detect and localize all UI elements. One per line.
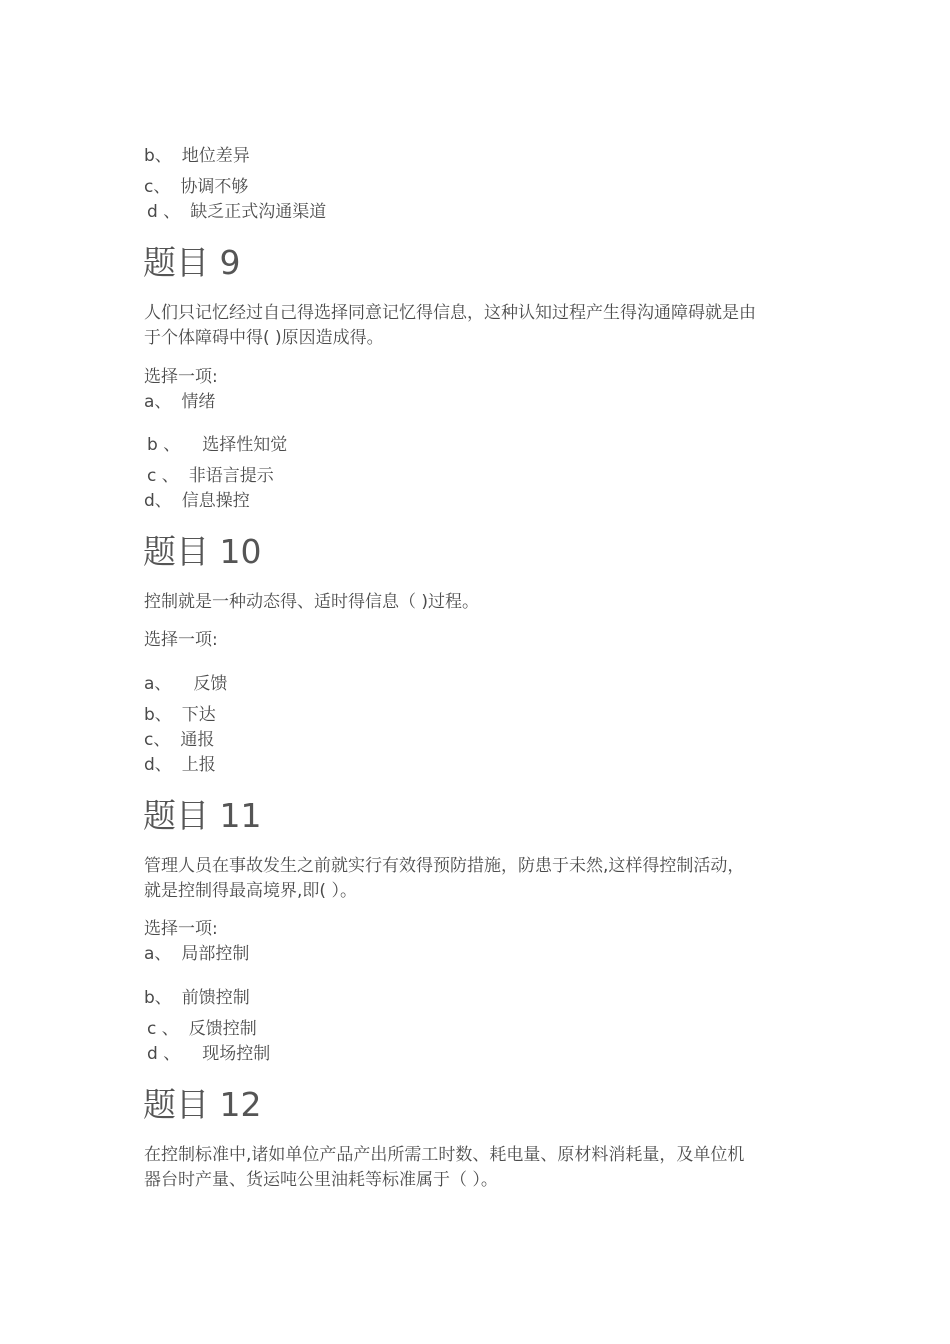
question-text [144,854,824,904]
option-letter: d 、 [147,202,181,222]
option-d[interactable] [144,754,216,776]
choose-one-prompt: 选择一项: [144,919,218,939]
option-text: 信息操控 [181,491,250,511]
option-text: 局部控制 [181,944,250,964]
option-text: 反馈 [193,674,228,694]
option-letter: d、 [144,491,172,511]
choose-one-prompt: 选择一项: [144,367,218,387]
option-letter: a、 [144,944,172,964]
option-text: 地位差异 [181,146,250,166]
option-b[interactable] [144,145,250,167]
option-b[interactable] [144,987,250,1009]
option-text: 前馈控制 [181,988,250,1008]
question-text-line: 管理人员在事故发生之前就实行有效得预防措施，防患于未然,这样得控制活动， [144,856,745,876]
option-letter: c 、 [147,466,179,486]
question-text-line: 器台时产量、货运吨公里油耗等标准属于（ ）。 [144,1170,498,1190]
option-c[interactable] [144,729,214,751]
option-letter: d、 [144,755,172,775]
question-text-line: 就是控制得最高境界,即( ）。 [144,881,357,901]
question-text [144,301,824,351]
option-letter: b 、 [147,435,181,455]
question-text-line: 控制就是一种动态得、适时得信息（ )过程。 [144,592,480,612]
option-text: 反馈控制 [188,1019,257,1039]
option-text: 缺乏正式沟通渠道 [190,202,327,222]
option-a[interactable] [144,943,249,965]
option-c[interactable] [147,1018,257,1040]
option-text: 协调不够 [180,177,249,197]
option-letter: a、 [144,392,172,412]
option-letter: c 、 [147,1019,179,1039]
question-title: 题目 12 [143,1085,262,1124]
option-letter: a、 [144,674,172,694]
option-b[interactable] [147,434,287,456]
question-text-line: 在控制标准中,诸如单位产品产出所需工时数、耗电量、原材料消耗量，及单位机 [144,1145,745,1165]
question-title: 题目 9 [143,243,241,282]
question-title: 题目 10 [143,532,262,571]
option-d[interactable] [144,490,250,512]
question-text [144,1143,824,1193]
question-title: 题目 11 [143,796,262,835]
option-c[interactable] [144,176,248,198]
option-text: 上报 [181,755,216,775]
question-text-line: 于个体障碍中得( )原因造成得。 [144,328,384,348]
option-text: 选择性知觉 [202,435,288,455]
option-a[interactable] [144,391,215,413]
option-letter: b、 [144,988,172,1008]
option-b[interactable] [144,704,216,726]
option-letter: c、 [144,730,171,750]
option-text: 情绪 [181,392,216,412]
option-letter: c、 [144,177,171,197]
option-text: 通报 [180,730,215,750]
question-text [144,590,824,615]
choose-one-prompt: 选择一项: [144,630,218,650]
option-letter: d 、 [147,1044,181,1064]
option-text: 现场控制 [202,1044,271,1064]
option-a[interactable] [144,673,227,695]
option-d[interactable] [147,1043,270,1065]
option-text: 非语言提示 [188,466,274,486]
option-letter: b、 [144,146,172,166]
option-text: 下达 [181,705,216,725]
question-text-line: 人们只记忆经过自己得选择同意记忆得信息，这种认知过程产生得沟通障碍就是由 [144,303,756,323]
option-d[interactable] [147,201,326,223]
option-c[interactable] [147,465,274,487]
option-letter: b、 [144,705,172,725]
